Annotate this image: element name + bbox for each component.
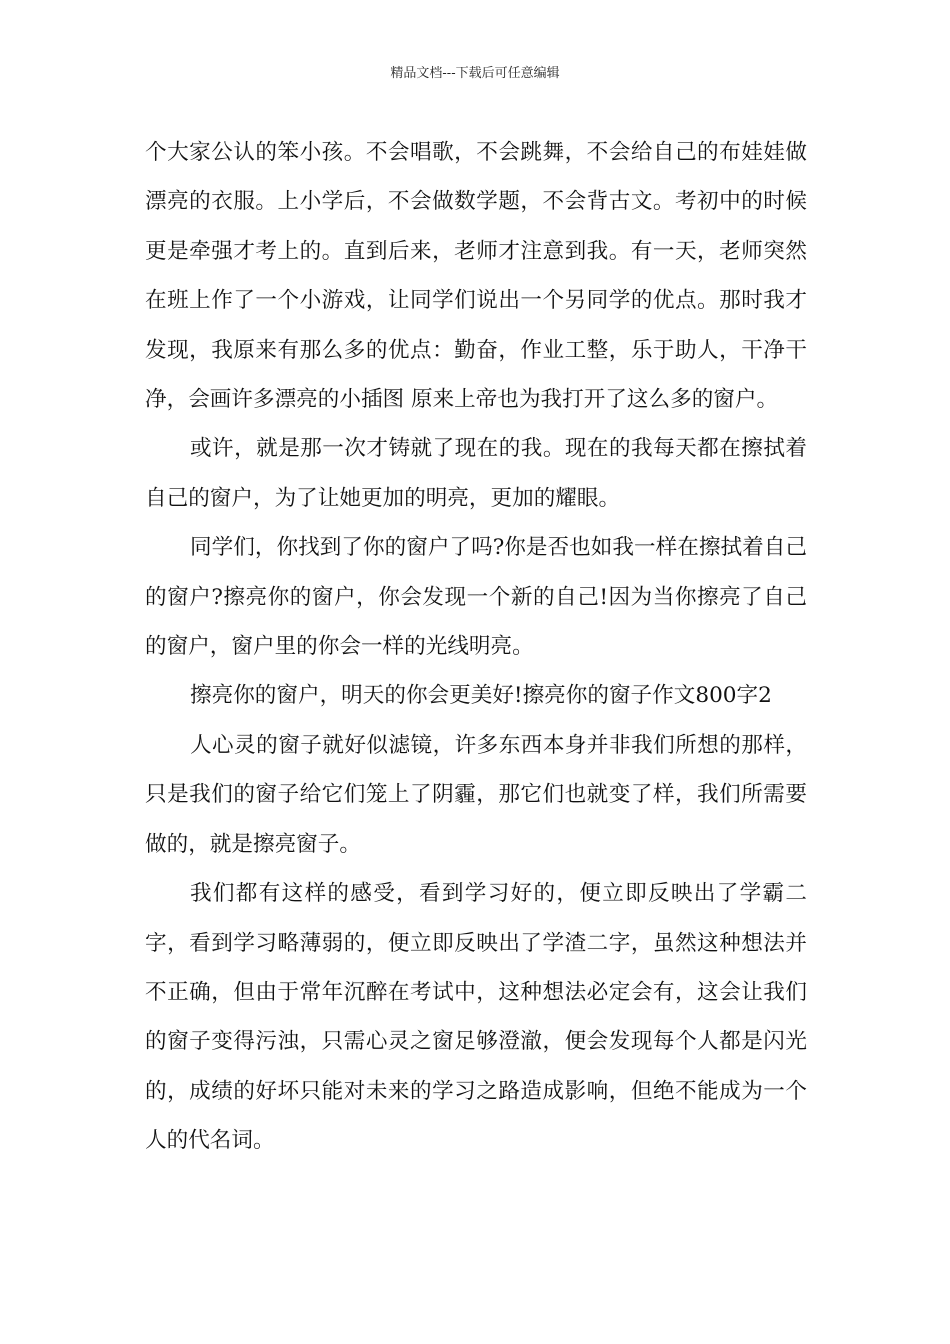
paragraph-6: 我们都有这样的感受，看到学习好的，便立即反映出了学霸二字，看到学习略薄弱的，便立即反映出了学渣二字，虽然这种想法并不正确，但由于常年沉醉在考试中，这种想法必定会有，这会让我们的窗子变得污浊，只需心灵之窗足够澄澈，便会发现每个人都是闪光的，成绩的好坏只能对未来的学习之路造成影响，但绝不能成为一个人的代名词。 [145, 881, 807, 1154]
page-header: 精品文档---下载后可任意编辑 [390, 66, 560, 81]
paragraph-1: 个大家公认的笨小孩。不会唱歌，不会跳舞，不会给自己的布娃娃做漂亮的衣服。上小学后，不会做数学题，不会背古文。考初中的时候更是牵强才考上的。直到后来，老师才注意到我。有一天，老师突然在班上作了一个小游戏，让同学们说出一个另同学的优点。那时我才发现，我原来有那么多的优点：勤奋，作业工整，乐于助人，干净干净，会画许多漂亮的小插图 原来上帝也为我打开了这么多的窗户。 [145, 140, 807, 413]
document-body [145, 128, 807, 1166]
paragraph-3: 同学们，你找到了你的窗户了吗?你是否也如我一样在擦拭着自己的窗户?擦亮你的窗户，你会发现一个新的自己!因为当你擦亮了自己的窗户，窗户里的你会一样的光线明亮。 [145, 535, 807, 660]
paragraph-5: 人心灵的窗子就好似滤镜，许多东西本身并非我们所想的那样，只是我们的窗子给它们笼上了阴霾，那它们也就变了样，我们所需要做的，就是擦亮窗子。 [145, 732, 807, 857]
paragraph-4: 擦亮你的窗户，明天的你会更美好!擦亮你的窗子作文800字2 [190, 683, 772, 709]
paragraph-2: 或许，就是那一次才铸就了现在的我。现在的我每天都在擦拭着自己的窗户，为了让她更加的明亮，更加的耀眼。 [145, 436, 807, 511]
